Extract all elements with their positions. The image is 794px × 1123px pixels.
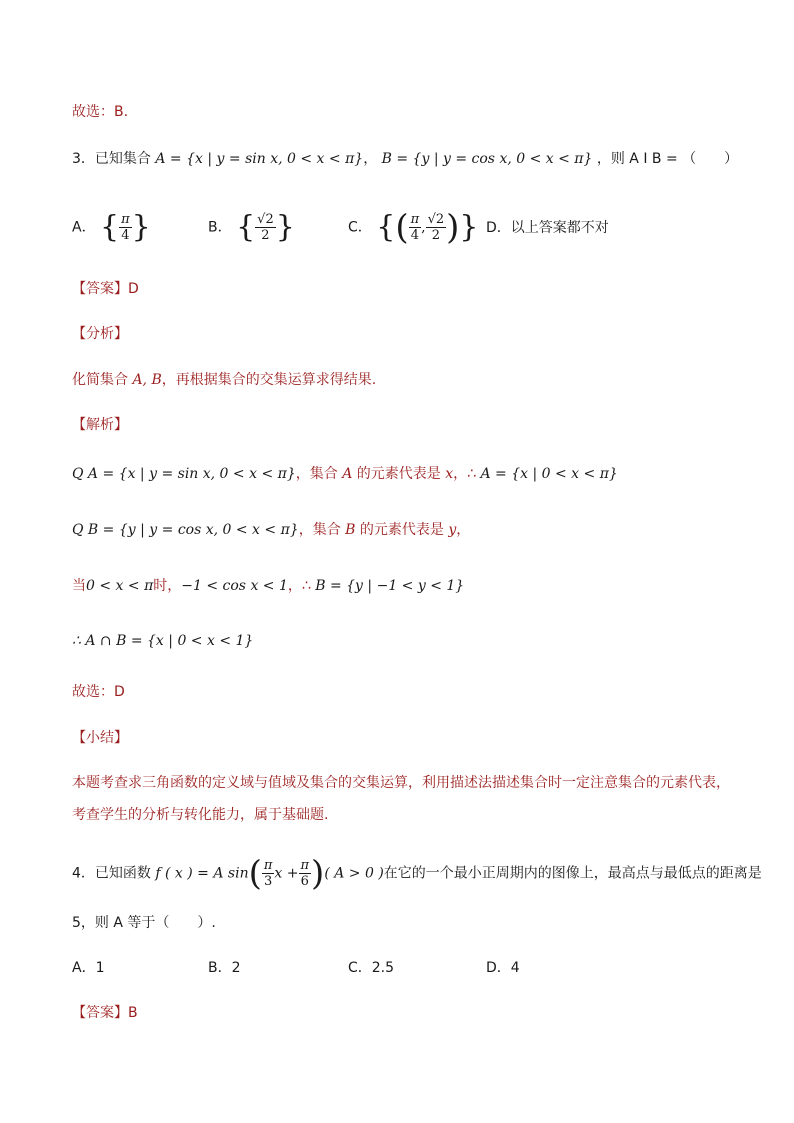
q4-option-d (486, 958, 520, 978)
solution-1-var2: x (445, 466, 454, 482)
question-4-cont-text: 5，则 A 等于（ ）. (72, 915, 216, 931)
left-brace: { (376, 209, 396, 245)
condition: ( A > 0 ) (324, 865, 384, 882)
q4-option-c-text: C．2.5 (348, 960, 395, 976)
option-a-fraction: $\frac{\pi}{4}$ (121, 212, 130, 243)
answer-4 (72, 1003, 138, 1023)
fraction-pi-6: $\frac{\pi}{6}$ (300, 858, 310, 889)
separator: ， (363, 151, 378, 167)
summary-line-1 (72, 773, 730, 793)
right-paren: ) (311, 853, 325, 894)
solution-3-math2: −1 < cos x < 1 (181, 578, 288, 594)
summary-line-2 (72, 805, 328, 825)
left-brace: { (236, 209, 256, 245)
set-a-definition: A = {x | y = sin x, 0 < x < π} (155, 151, 364, 167)
answer-label: 【答案】 (72, 1005, 128, 1021)
solution-2-math: Q B = {y | y = cos x, 0 < x < π} (72, 522, 299, 538)
answer-value: B (128, 1005, 138, 1021)
solution-1-mid: ，集合 (295, 466, 343, 482)
left-paren: ( (395, 207, 409, 248)
option-d-text: D．以上答案都不对 (486, 220, 609, 236)
previous-answer-line (72, 102, 128, 122)
analysis-heading (72, 324, 128, 344)
analysis-pre: 化简集合 (72, 372, 128, 388)
option-c (348, 207, 479, 248)
option-a-label: A． (72, 219, 96, 236)
right-paren: ) (446, 207, 460, 248)
answer-3 (72, 279, 139, 299)
q4-option-a-text: A．1 (72, 960, 105, 976)
summary-heading (72, 728, 128, 748)
answer-value: D (128, 281, 139, 297)
option-b-fraction: $\frac{√2}{2}$ (257, 212, 274, 243)
option-c-label: C． (348, 219, 372, 236)
q4-option-b (208, 958, 241, 978)
right-brace: } (275, 209, 295, 245)
solution-2-post2: ， (456, 522, 471, 538)
solution-1-post2: ，∴ (453, 466, 481, 482)
solution-3-pre: 当 (72, 578, 86, 594)
question-3 (72, 149, 738, 169)
solution-3-mid: 时， (153, 578, 182, 594)
solution-2-mid: ，集合 (298, 522, 346, 538)
solution-1-var: A (342, 466, 353, 482)
option-d (486, 218, 609, 238)
summary-label: 【小结】 (72, 730, 128, 746)
question-4 (72, 853, 762, 894)
solution-line-2 (72, 520, 470, 540)
option-b (208, 209, 295, 245)
solution-1-post: 的元素代表是 (352, 466, 446, 482)
solution-2-var: B (345, 522, 356, 538)
option-c-fraction-1: $\frac{\pi}{4}$ (410, 212, 420, 243)
solution-line-4 (72, 631, 253, 651)
solution-2-post: 的元素代表是 (355, 522, 449, 538)
option-b-label: B． (208, 219, 232, 236)
q4-option-a (72, 958, 104, 978)
solution-line-1 (72, 464, 618, 484)
solution-line-5 (72, 682, 125, 702)
q4-option-c (348, 958, 394, 978)
comma: , (421, 219, 426, 236)
solution-1-math: Q A = {x | y = sin x, 0 < x < π} (72, 466, 296, 482)
solution-label: 【解析】 (72, 417, 128, 433)
q4-option-d-text: D．4 (486, 960, 520, 976)
right-brace: } (459, 209, 479, 245)
analysis-text (72, 370, 376, 390)
summary-text-2: 考查学生的分析与转化能力，属于基础题. (72, 807, 329, 823)
left-brace: { (100, 209, 120, 245)
answer-label: 【答案】 (72, 281, 128, 297)
question-3-tail: ，则 A I B = （ ） (596, 151, 739, 167)
solution-3-math: 0 < x < π (86, 578, 154, 594)
left-paren: ( (248, 853, 262, 894)
analysis-label: 【分析】 (72, 326, 128, 342)
solution-5-text: 故选：D (72, 684, 125, 700)
q4-option-b-text: B．2 (208, 960, 241, 976)
question-4-prefix: 4．已知函数 (72, 865, 151, 882)
question-3-prefix: 3．已知集合 (72, 151, 151, 167)
fraction-pi-3: $\frac{\pi}{3}$ (263, 858, 273, 889)
x-plus: x + (274, 865, 299, 882)
option-c-fraction-2: $\frac{√2}{2}$ (427, 212, 445, 243)
solution-2-var2: y (448, 522, 457, 538)
solution-4-math: ∴ A ∩ B = {x | 0 < x < 1} (72, 633, 254, 649)
analysis-math: A, B (128, 372, 162, 388)
solution-3-math3: B = {y | −1 < y < 1} (315, 578, 465, 594)
set-b-definition: B = {y | y = cos x, 0 < x < π} (381, 151, 593, 167)
analysis-post: ，再根据集合的交集运算求得结果. (161, 372, 377, 388)
summary-text-1: 本题考查求三角函数的定义域与值域及集合的交集运算，利用描述法描述集合时一定注意集合的元素代表， (72, 775, 730, 791)
option-a (72, 209, 151, 245)
right-brace: } (131, 209, 151, 245)
solution-1-math2: A = {x | 0 < x < π} (480, 466, 618, 482)
solution-heading (72, 415, 128, 435)
question-4-tail: 在它的一个最小正周期内的图像上，最高点与最低点的距离是 (383, 865, 762, 882)
solution-3-post: ，∴ (287, 578, 316, 594)
previous-answer-text: 故选：B. (72, 104, 129, 120)
question-4-cont (72, 913, 216, 933)
solution-line-3 (72, 576, 464, 596)
function-expression: f ( x ) = A sin (155, 865, 249, 882)
